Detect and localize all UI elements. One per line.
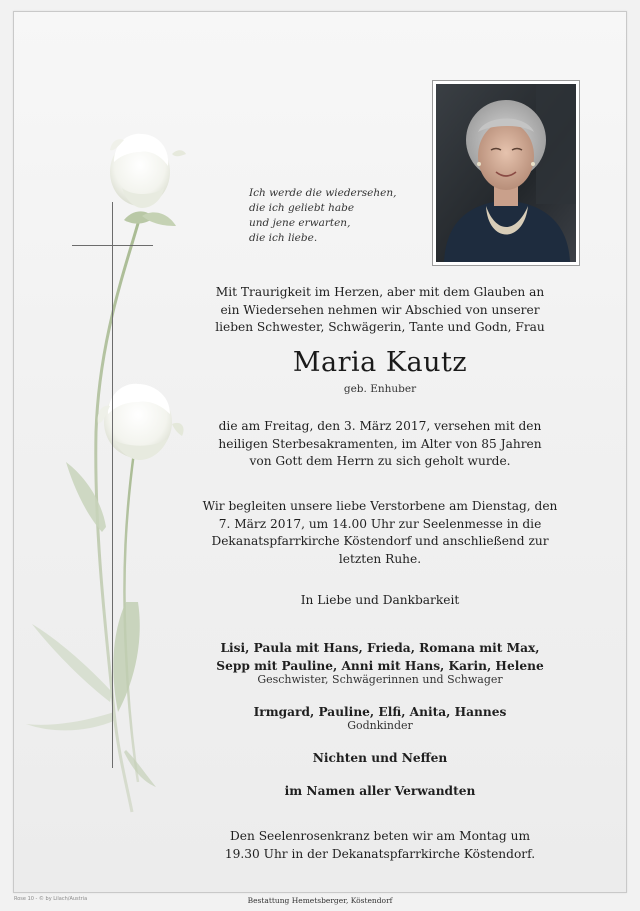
closing-text bbox=[170, 592, 590, 610]
funeral-line: Dekanatspfarrkirche Köstendorf und anschließend zur bbox=[211, 534, 549, 548]
rosary-line: 19.30 Uhr in der Dekanatspfarrkirche Köstendorf. bbox=[224, 846, 536, 861]
death-line: die am Freitag, den 3. März 2017, versehen mit den bbox=[218, 419, 542, 433]
godchildren-relation: Godnkinder bbox=[347, 719, 413, 732]
relatives-line bbox=[170, 783, 590, 801]
intro-line: Mit Traurigkeit im Herzen, aber mit dem Glauben an bbox=[215, 285, 545, 299]
funeral-line: 7. März 2017, um 14.00 Uhr zur Seelenmesse in die bbox=[218, 516, 542, 531]
rosary-notice bbox=[170, 828, 590, 863]
closing-line: In Liebe und Dankbarkeit bbox=[300, 593, 460, 607]
poem-line: die ich liebe. bbox=[249, 232, 318, 244]
intro-line: ein Wiedersehen nehmen wir Abschied von unserer bbox=[220, 302, 540, 317]
poem-line: die ich geliebt habe bbox=[249, 202, 355, 214]
godchildren-line: Irmgard, Pauline, Elfi, Anita, Hannes bbox=[253, 705, 507, 719]
death-line: heiligen Sterbesakramenten, im Alter von 85 Jahren bbox=[218, 436, 542, 451]
footer-undertaker: Bestattung Hemetsberger, Köstendorf bbox=[247, 896, 393, 905]
death-line: von Gott dem Herrn zu sich geholt wurde. bbox=[249, 454, 511, 468]
intro-line: lieben Schwester, Schwägerin, Tante und Godn, Frau bbox=[215, 320, 545, 334]
cross-icon bbox=[112, 202, 113, 768]
death-notice bbox=[170, 418, 590, 471]
intro-text bbox=[170, 284, 590, 337]
portrait-photo bbox=[432, 80, 580, 266]
siblings-line: Lisi, Paula mit Hans, Frieda, Romana mit Max, bbox=[220, 641, 540, 655]
deceased-name: Maria Kautz bbox=[292, 347, 468, 378]
funeral-line: Wir begleiten unsere liebe Verstorbene am Dienstag, den bbox=[202, 499, 558, 513]
poem bbox=[249, 186, 429, 246]
cross-crossbar bbox=[72, 245, 153, 246]
funeral-notice bbox=[170, 498, 590, 568]
poem-line: Ich werde die wiedersehen, bbox=[249, 187, 397, 199]
rosary-line: Den Seelenrosenkranz beten wir am Montag um bbox=[229, 829, 531, 843]
siblings-line: Sepp mit Pauline, Anni mit Hans, Karin, Helene bbox=[216, 658, 544, 673]
nieces-nephews bbox=[170, 750, 590, 768]
relatives-text: im Namen aller Verwandten bbox=[284, 784, 476, 798]
funeral-line: letzten Ruhe. bbox=[338, 551, 422, 566]
nieces-line: Nichten und Neffen bbox=[312, 751, 448, 765]
portrait-image bbox=[436, 84, 576, 262]
footer-credit: Rose 10 - © by Lilach/Austria bbox=[14, 896, 88, 902]
siblings-list bbox=[170, 640, 590, 675]
poem-line: und jene erwarten, bbox=[249, 217, 351, 229]
siblings-relation: Geschwister, Schwägerinnen und Schwager bbox=[257, 673, 503, 686]
birth-name: geb. Enhuber bbox=[343, 383, 417, 395]
